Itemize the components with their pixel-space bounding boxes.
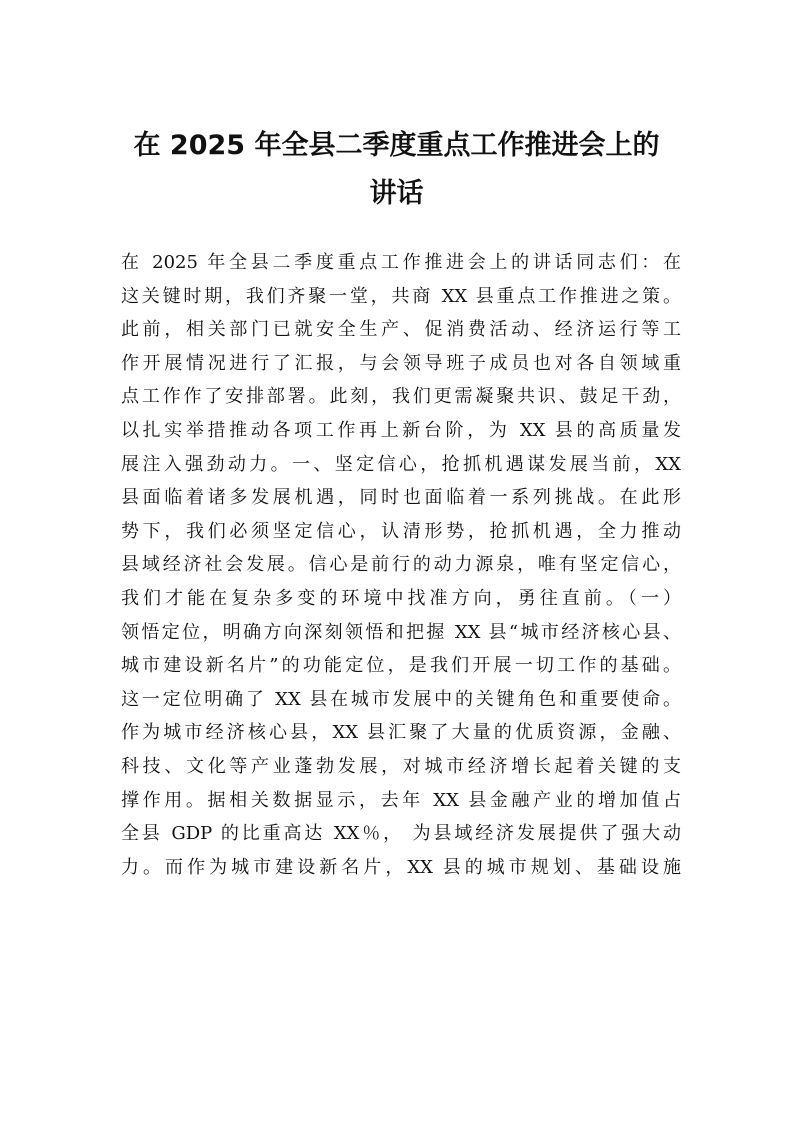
body-line: 展注入强劲动力。一、坚定信心，抢抓机遇谋发展当前，XX — [121, 453, 681, 475]
body-line: 以扎实举措推动各项工作再上新台阶，为 XX 县的高质量发 — [121, 419, 681, 441]
title-line-1: 在 2025 年全县二季度重点工作推进会上的 — [133, 130, 660, 161]
body-line: 撑作用。据相关数据显示，去年 XX 县金融产业的增加值占 — [121, 789, 681, 811]
body-line: 全县 GDP 的比重高达 XX％， 为县域经济发展提供了强大动 — [121, 823, 681, 845]
body-line: 这关键时期，我们齐聚一堂，共商 XX 县重点工作推进之策。 — [121, 285, 681, 307]
body-line: 此前，相关部门已就安全生产、促消费活动、经济运行等工 — [121, 319, 681, 341]
body-line: 这一定位明确了 XX 县在城市发展中的关键角色和重要使命。 — [121, 688, 681, 710]
title-line-2: 讲话 — [369, 178, 424, 209]
body-line: 科技、文化等产业蓬勃发展，对城市经济增长起着关键的支 — [121, 755, 681, 777]
body-line: 城市建设新名片”的功能定位，是我们开展一切工作的基础。 — [121, 655, 681, 677]
body-line: 点工作作了安排部署。此刻，我们更需凝聚共识、鼓足干劲， — [121, 386, 681, 408]
speech-body — [121, 246, 681, 884]
body-line: 领悟定位，明确方向深刻领悟和把握 XX 县“城市经济核心县、 — [121, 621, 681, 643]
body-line: 作为城市经济核心县，XX 县汇聚了大量的优质资源，金融、 — [121, 722, 681, 744]
body-line: 作开展情况进行了汇报，与会领导班子成员也对各自领域重 — [121, 352, 681, 374]
body-line: 县域经济社会发展。信心是前行的动力源泉，唯有坚定信心， — [121, 554, 681, 576]
body-line: 我们才能在复杂多变的环境中找准方向，勇往直前。（一） — [121, 587, 681, 609]
body-line: 势下，我们必须坚定信心，认清形势，抢抓机遇，全力推动 — [121, 520, 681, 542]
body-line: 力。而作为城市建设新名片，XX 县的城市规划、基础设施 — [121, 856, 681, 878]
body-line: 在 2025 年全县二季度重点工作推进会上的讲话同志们：在 — [121, 252, 681, 273]
body-line: 县面临着诸多发展机遇，同时也面临着一系列挑战。在此形 — [121, 487, 681, 509]
